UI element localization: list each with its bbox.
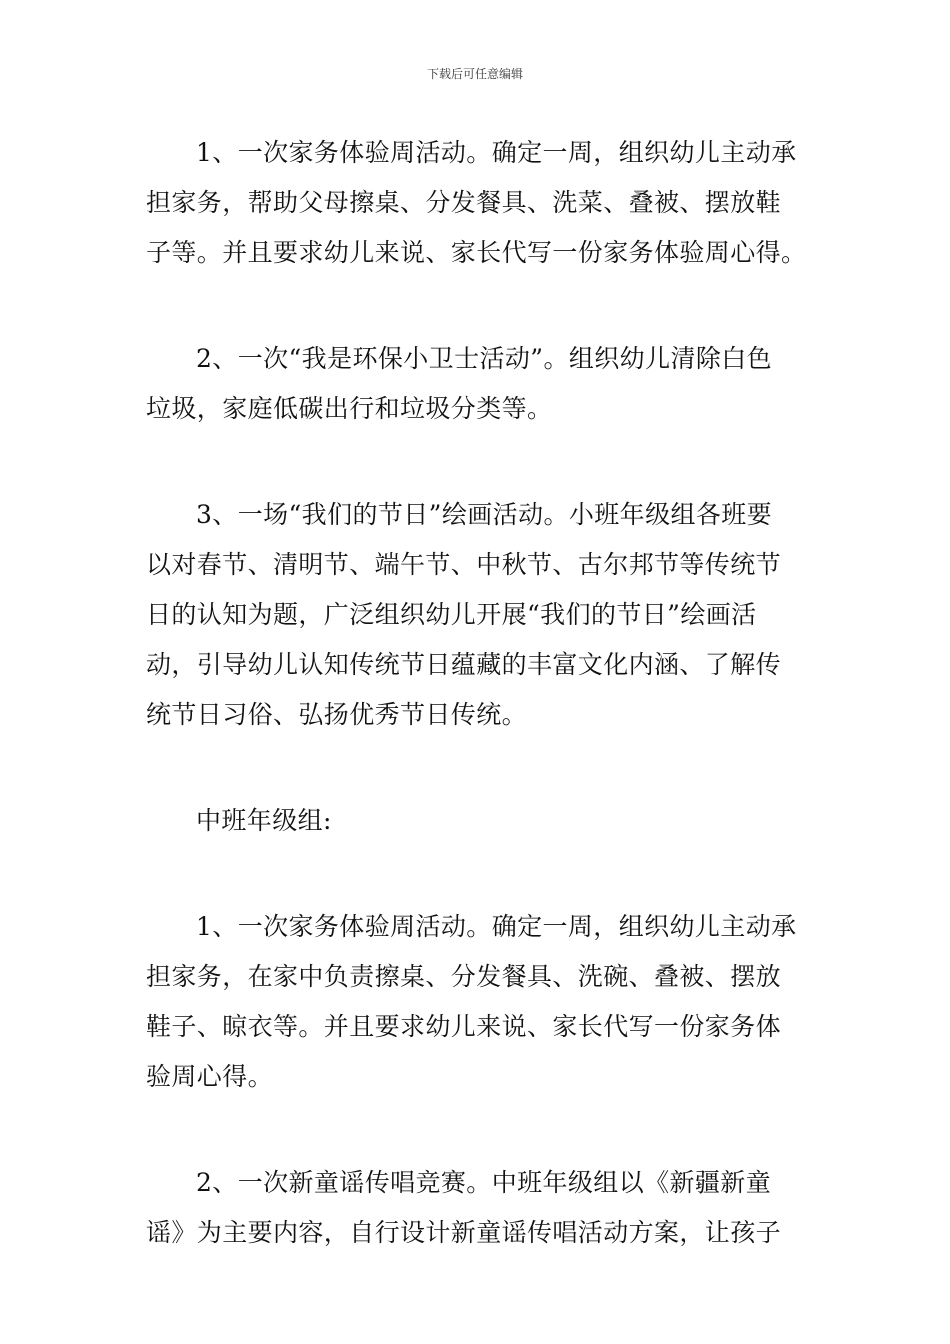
paragraph-3 [146, 490, 808, 740]
text-line: 以对春节、清明节、端午节、中秋节、古尔邦节等传统节 [146, 550, 782, 579]
text-line: 中班年级组: [196, 806, 332, 835]
text-line: 鞋子、晾衣等。并且要求幼儿来说、家长代写一份家务体 [146, 1012, 782, 1041]
text-line: 日的认知为题，广泛组织幼儿开展“我们的节日”绘画活 [146, 600, 757, 629]
text-line: 谣》为主要内容，自行设计新童谣传唱活动方案，让孩子 [146, 1218, 782, 1247]
text-line: 2、一次新童谣传唱竞赛。中班年级组以《新疆新童 [196, 1168, 772, 1197]
text-line: 垃圾，家庭低碳出行和垃圾分类等。 [146, 394, 553, 423]
text-line: 担家务，帮助父母擦桌、分发餐具、洗菜、叠被、摆放鞋 [146, 188, 782, 217]
page-header: 下载后可任意编辑 [426, 67, 523, 81]
text-line: 验周心得。 [146, 1062, 274, 1091]
document-body [146, 128, 808, 1314]
section-heading [146, 796, 808, 846]
text-line: 1、一次家务体验周活动。确定一周，组织幼儿主动承 [196, 912, 797, 941]
paragraph-1 [146, 128, 808, 278]
text-line: 2、一次“我是环保小卫士活动”。组织幼儿清除白色 [196, 344, 773, 373]
text-line: 统节日习俗、弘扬优秀节日传统。 [146, 700, 528, 729]
text-line: 动，引导幼儿认知传统节日蕴藏的丰富文化内涵、了解传 [146, 650, 782, 679]
paragraph-2 [146, 334, 808, 434]
paragraph-4 [146, 902, 808, 1102]
text-line: 3、一场“我们的节日”绘画活动。小班年级组各班要 [196, 500, 773, 529]
text-line: 子等。并且要求幼儿来说、家长代写一份家务体验周心得。 [146, 238, 807, 267]
text-line: 1、一次家务体验周活动。确定一周，组织幼儿主动承 [196, 138, 797, 167]
text-line: 担家务，在家中负责擦桌、分发餐具、洗碗、叠被、摆放 [146, 962, 782, 991]
paragraph-5 [146, 1158, 808, 1258]
